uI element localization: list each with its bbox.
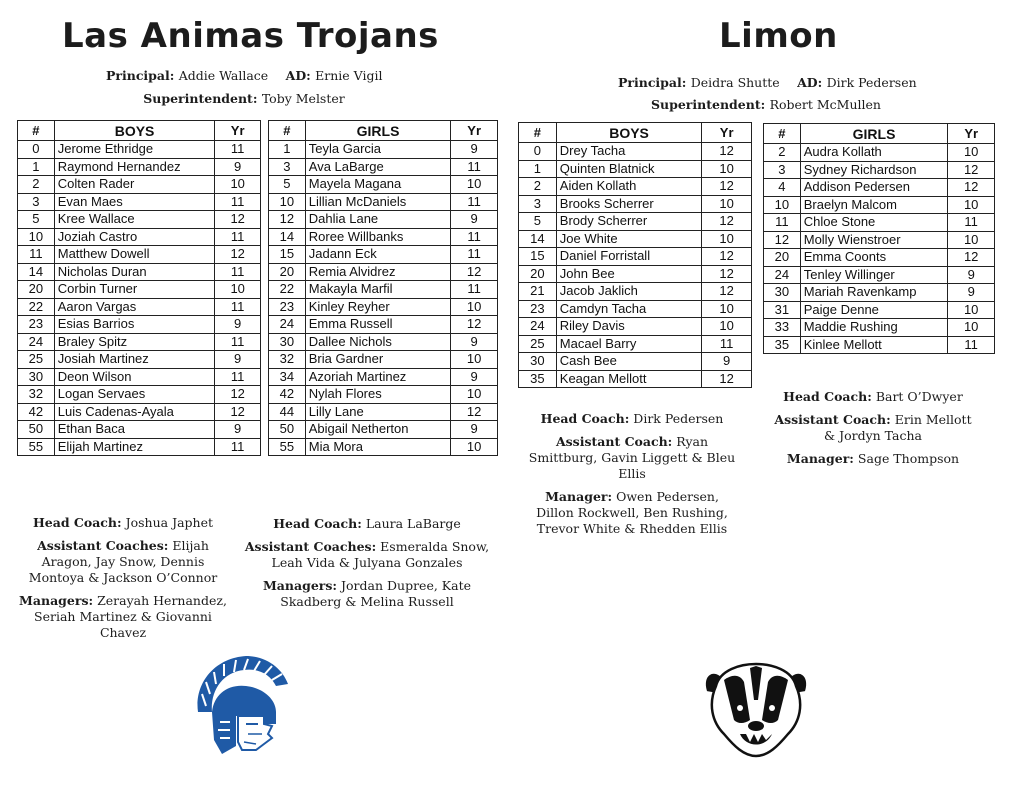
jersey-number: 31 <box>764 301 801 319</box>
jersey-number: 20 <box>269 263 306 281</box>
player-year: 9 <box>948 284 995 302</box>
table-row <box>764 214 995 232</box>
assistant-coaches-line: Assistant Coach: Erin Mellott & Jordyn Tacha <box>774 412 972 443</box>
jersey-number: 14 <box>269 228 306 246</box>
player-year: 11 <box>215 228 261 246</box>
player-year: 11 <box>702 335 752 353</box>
player-name: Kree Wallace <box>54 211 215 229</box>
player-name: Colten Rader <box>54 176 215 194</box>
table-row <box>269 193 498 211</box>
player-name: Joziah Castro <box>54 228 215 246</box>
table-row <box>519 178 752 196</box>
table-row <box>764 336 995 354</box>
player-year: 11 <box>948 214 995 232</box>
table-row <box>269 176 498 194</box>
jersey-number: 42 <box>269 386 306 404</box>
player-name: Makayla Marfil <box>305 281 451 299</box>
player-year: 10 <box>702 230 752 248</box>
jersey-number: 32 <box>18 386 55 404</box>
table-row <box>18 316 261 334</box>
head-coach-line: Head Coach: Laura LaBarge <box>273 516 461 531</box>
las-animas-boys-roster <box>17 120 261 456</box>
player-year: 12 <box>702 370 752 388</box>
table-row <box>18 386 261 404</box>
number-header: # <box>519 123 557 143</box>
number-header: # <box>764 124 801 144</box>
jersey-number: 30 <box>764 284 801 302</box>
player-name: Mia Mora <box>305 438 451 456</box>
player-name: Cash Bee <box>556 353 702 371</box>
table-row <box>519 230 752 248</box>
player-year: 10 <box>451 176 498 194</box>
player-name: Corbin Turner <box>54 281 215 299</box>
player-name: Esias Barrios <box>54 316 215 334</box>
player-name: Ava LaBarge <box>305 158 451 176</box>
player-name: Emma Russell <box>305 316 451 334</box>
jersey-number: 44 <box>269 403 306 421</box>
player-year: 9 <box>215 421 261 439</box>
name-header: BOYS <box>54 121 215 141</box>
player-name: Matthew Dowell <box>54 246 215 264</box>
player-year: 12 <box>702 248 752 266</box>
year-header: Yr <box>215 121 261 141</box>
name-header: GIRLS <box>305 121 451 141</box>
player-year: 11 <box>215 298 261 316</box>
table-row <box>764 284 995 302</box>
name-header: GIRLS <box>800 124 948 144</box>
jersey-number: 33 <box>764 319 801 337</box>
jersey-number: 23 <box>519 300 557 318</box>
player-name: Macael Barry <box>556 335 702 353</box>
player-year: 12 <box>451 403 498 421</box>
table-row <box>18 193 261 211</box>
table-row <box>18 351 261 369</box>
jersey-number: 22 <box>18 298 55 316</box>
player-name: Chloe Stone <box>800 214 948 232</box>
jersey-number: 11 <box>18 246 55 264</box>
head-coach-line: Head Coach: Joshua Japhet <box>32 515 214 530</box>
player-year: 9 <box>702 353 752 371</box>
player-year: 9 <box>451 421 498 439</box>
player-year: 10 <box>451 351 498 369</box>
managers-line: Manager: Owen Pedersen, Dillon Rockwell, Ben Rushing, Trevor White & Rhedden Ellis <box>536 489 728 536</box>
player-name: Elijah Martinez <box>54 438 215 456</box>
player-year: 12 <box>451 316 498 334</box>
assistant-coaches-line: Assistant Coaches: Elijah Aragon, Jay Snow, Dennis Montoya & Jackson O’Connor <box>28 538 218 585</box>
jersey-number: 24 <box>269 316 306 334</box>
table-row <box>519 283 752 301</box>
jersey-number: 5 <box>18 211 55 229</box>
player-name: Paige Denne <box>800 301 948 319</box>
las-animas-girls-roster <box>268 120 498 456</box>
player-name: Dallee Nichols <box>305 333 451 351</box>
las-animas-title: Las Animas Trojans <box>62 16 439 56</box>
player-year: 11 <box>948 336 995 354</box>
player-name: Raymond Hernandez <box>54 158 215 176</box>
player-name: Aaron Vargas <box>54 298 215 316</box>
player-name: Sydney Richardson <box>800 161 948 179</box>
jersey-number: 2 <box>519 178 557 196</box>
jersey-number: 24 <box>519 318 557 336</box>
jersey-number: 5 <box>269 176 306 194</box>
table-row <box>519 248 752 266</box>
jersey-number: 20 <box>764 249 801 267</box>
las-animas-superintendent: Superintendent: Toby Melster <box>143 91 345 106</box>
jersey-number: 14 <box>519 230 557 248</box>
player-year: 12 <box>702 178 752 196</box>
table-row <box>18 403 261 421</box>
player-year: 12 <box>948 161 995 179</box>
player-name: Quinten Blatnick <box>556 160 702 178</box>
table-row <box>764 266 995 284</box>
player-name: Roree Willbanks <box>305 228 451 246</box>
player-year: 12 <box>215 246 261 264</box>
jersey-number: 1 <box>18 158 55 176</box>
player-name: Daniel Forristall <box>556 248 702 266</box>
table-row <box>269 438 498 456</box>
player-name: Brooks Scherrer <box>556 195 702 213</box>
year-header: Yr <box>702 123 752 143</box>
table-row <box>269 281 498 299</box>
table-row <box>764 161 995 179</box>
table-row <box>18 228 261 246</box>
player-year: 11 <box>451 158 498 176</box>
player-name: Nicholas Duran <box>54 263 215 281</box>
table-row <box>269 158 498 176</box>
player-name: Jacob Jaklich <box>556 283 702 301</box>
player-name: Addison Pedersen <box>800 179 948 197</box>
player-year: 11 <box>451 281 498 299</box>
jersey-number: 15 <box>519 248 557 266</box>
player-name: Emma Coonts <box>800 249 948 267</box>
jersey-number: 14 <box>18 263 55 281</box>
player-year: 11 <box>451 246 498 264</box>
player-year: 11 <box>451 228 498 246</box>
limon-girls-staff <box>770 389 976 474</box>
jersey-number: 34 <box>269 368 306 386</box>
player-year: 11 <box>451 193 498 211</box>
managers-line: Managers: Jordan Dupree, Kate Skadberg & Melina Russell <box>262 578 472 609</box>
jersey-number: 1 <box>519 160 557 178</box>
table-row <box>764 249 995 267</box>
table-row <box>519 213 752 231</box>
table-row <box>269 211 498 229</box>
jersey-number: 32 <box>269 351 306 369</box>
jersey-number: 42 <box>18 403 55 421</box>
player-name: Luis Cadenas-Ayala <box>54 403 215 421</box>
player-year: 12 <box>702 143 752 161</box>
player-year: 11 <box>215 438 261 456</box>
table-row <box>269 228 498 246</box>
table-row <box>269 333 498 351</box>
player-name: Aiden Kollath <box>556 178 702 196</box>
jersey-number: 15 <box>269 246 306 264</box>
player-year: 10 <box>948 144 995 162</box>
player-year: 12 <box>702 213 752 231</box>
player-name: Kinley Reyher <box>305 298 451 316</box>
player-name: Keagan Mellott <box>556 370 702 388</box>
player-name: Abigail Netherton <box>305 421 451 439</box>
table-row <box>764 319 995 337</box>
assistant-coaches-line: Assistant Coaches: Esmeralda Snow, Leah Vida & Julyana Gonzales <box>244 539 490 570</box>
limon-girls-roster <box>763 123 995 354</box>
table-row <box>764 301 995 319</box>
jersey-number: 3 <box>269 158 306 176</box>
table-row <box>519 265 752 283</box>
las-animas-girls-staff <box>232 516 502 617</box>
player-year: 10 <box>948 319 995 337</box>
table-row <box>269 351 498 369</box>
player-name: Jerome Ethridge <box>54 141 215 159</box>
table-row <box>18 438 261 456</box>
table-row <box>18 141 261 159</box>
jersey-number: 30 <box>18 368 55 386</box>
player-name: John Bee <box>556 265 702 283</box>
jersey-number: 50 <box>269 421 306 439</box>
jersey-number: 23 <box>269 298 306 316</box>
jersey-number: 2 <box>18 176 55 194</box>
player-year: 12 <box>215 403 261 421</box>
jersey-number: 1 <box>269 141 306 159</box>
player-name: Jadann Eck <box>305 246 451 264</box>
player-name: Audra Kollath <box>800 144 948 162</box>
player-year: 10 <box>215 176 261 194</box>
jersey-number: 55 <box>18 438 55 456</box>
table-row <box>18 298 261 316</box>
table-row <box>519 370 752 388</box>
jersey-number: 10 <box>18 228 55 246</box>
player-year: 10 <box>702 195 752 213</box>
table-row <box>764 144 995 162</box>
player-year: 9 <box>215 316 261 334</box>
las-animas-admin-line: Principal: Addie Wallace AD: Ernie Vigil <box>106 68 383 83</box>
table-row <box>18 333 261 351</box>
jersey-number: 35 <box>764 336 801 354</box>
table-row <box>519 353 752 371</box>
player-year: 11 <box>215 333 261 351</box>
year-header: Yr <box>948 124 995 144</box>
player-year: 11 <box>215 263 261 281</box>
player-year: 10 <box>451 386 498 404</box>
table-row <box>269 298 498 316</box>
player-year: 12 <box>702 265 752 283</box>
managers-line: Managers: Zerayah Hernandez, Seriah Martinez & Giovanni Chavez <box>19 593 227 640</box>
player-year: 10 <box>702 300 752 318</box>
player-year: 10 <box>215 281 261 299</box>
limon-admin-line: Principal: Deidra Shutte AD: Dirk Pedersen <box>618 75 917 90</box>
table-row <box>18 368 261 386</box>
jersey-number: 4 <box>764 179 801 197</box>
jersey-number: 50 <box>18 421 55 439</box>
table-row <box>18 281 261 299</box>
player-year: 10 <box>451 298 498 316</box>
player-name: Brody Scherrer <box>556 213 702 231</box>
player-name: Lilly Lane <box>305 403 451 421</box>
player-year: 12 <box>948 249 995 267</box>
jersey-number: 22 <box>269 281 306 299</box>
player-name: Molly Wienstroer <box>800 231 948 249</box>
table-row <box>18 263 261 281</box>
table-row <box>519 160 752 178</box>
trojan-helmet-icon <box>184 650 292 756</box>
table-row <box>519 335 752 353</box>
table-row <box>18 421 261 439</box>
jersey-number: 25 <box>519 335 557 353</box>
player-name: Tenley Willinger <box>800 266 948 284</box>
player-name: Ethan Baca <box>54 421 215 439</box>
player-name: Mayela Magana <box>305 176 451 194</box>
player-name: Remia Alvidrez <box>305 263 451 281</box>
table-row <box>269 246 498 264</box>
limon-title: Limon <box>719 16 838 56</box>
player-name: Lillian McDaniels <box>305 193 451 211</box>
player-name: Bria Gardner <box>305 351 451 369</box>
badger-head-icon <box>700 660 812 760</box>
player-year: 9 <box>215 351 261 369</box>
jersey-number: 3 <box>519 195 557 213</box>
table-row <box>269 368 498 386</box>
jersey-number: 24 <box>764 266 801 284</box>
player-name: Dahlia Lane <box>305 211 451 229</box>
las-animas-boys-staff <box>16 515 230 648</box>
player-name: Azoriah Martinez <box>305 368 451 386</box>
table-row <box>269 386 498 404</box>
player-name: Maddie Rushing <box>800 319 948 337</box>
head-coach-line: Head Coach: Bart O’Dwyer <box>783 389 963 404</box>
table-row <box>764 179 995 197</box>
jersey-number: 20 <box>519 265 557 283</box>
jersey-number: 23 <box>18 316 55 334</box>
player-year: 9 <box>451 368 498 386</box>
table-row <box>18 158 261 176</box>
number-header: # <box>269 121 306 141</box>
limon-superintendent: Superintendent: Robert McMullen <box>651 97 881 112</box>
number-header: # <box>18 121 55 141</box>
player-year: 11 <box>215 193 261 211</box>
player-year: 9 <box>451 141 498 159</box>
player-name: Josiah Martinez <box>54 351 215 369</box>
jersey-number: 10 <box>269 193 306 211</box>
table-row <box>18 246 261 264</box>
player-name: Braelyn Malcom <box>800 196 948 214</box>
table-row <box>18 176 261 194</box>
jersey-number: 21 <box>519 283 557 301</box>
player-name: Riley Davis <box>556 318 702 336</box>
table-row <box>519 195 752 213</box>
jersey-number: 25 <box>18 351 55 369</box>
jersey-number: 3 <box>764 161 801 179</box>
jersey-number: 30 <box>519 353 557 371</box>
jersey-number: 10 <box>764 196 801 214</box>
jersey-number: 20 <box>18 281 55 299</box>
table-row <box>18 211 261 229</box>
player-name: Deon Wilson <box>54 368 215 386</box>
table-row <box>519 318 752 336</box>
player-year: 11 <box>215 141 261 159</box>
player-year: 12 <box>702 283 752 301</box>
table-row <box>269 403 498 421</box>
table-row <box>269 263 498 281</box>
year-header: Yr <box>451 121 498 141</box>
player-year: 10 <box>451 438 498 456</box>
head-coach-line: Head Coach: Dirk Pedersen <box>540 411 724 426</box>
table-row <box>764 196 995 214</box>
jersey-number: 30 <box>269 333 306 351</box>
table-row <box>269 316 498 334</box>
jersey-number: 11 <box>764 214 801 232</box>
player-year: 10 <box>702 160 752 178</box>
player-name: Nylah Flores <box>305 386 451 404</box>
table-row <box>269 421 498 439</box>
player-name: Mariah Ravenkamp <box>800 284 948 302</box>
limon-boys-roster <box>518 122 752 388</box>
player-year: 10 <box>948 196 995 214</box>
jersey-number: 0 <box>18 141 55 159</box>
jersey-number: 12 <box>269 211 306 229</box>
managers-line: Manager: Sage Thompson <box>786 451 960 466</box>
jersey-number: 35 <box>519 370 557 388</box>
jersey-number: 2 <box>764 144 801 162</box>
player-year: 12 <box>451 263 498 281</box>
player-year: 10 <box>702 318 752 336</box>
player-year: 12 <box>215 211 261 229</box>
jersey-number: 5 <box>519 213 557 231</box>
player-year: 12 <box>948 179 995 197</box>
player-year: 10 <box>948 231 995 249</box>
player-name: Teyla Garcia <box>305 141 451 159</box>
table-row <box>269 141 498 159</box>
player-year: 9 <box>451 211 498 229</box>
player-year: 12 <box>215 386 261 404</box>
player-name: Evan Maes <box>54 193 215 211</box>
table-row <box>519 143 752 161</box>
jersey-number: 12 <box>764 231 801 249</box>
player-year: 9 <box>948 266 995 284</box>
jersey-number: 0 <box>519 143 557 161</box>
player-name: Joe White <box>556 230 702 248</box>
assistant-coaches-line: Assistant Coach: Ryan Smittburg, Gavin Liggett & Bleu Ellis <box>528 434 736 481</box>
player-year: 11 <box>215 368 261 386</box>
player-year: 9 <box>451 333 498 351</box>
player-name: Braley Spitz <box>54 333 215 351</box>
jersey-number: 3 <box>18 193 55 211</box>
table-row <box>764 231 995 249</box>
jersey-number: 55 <box>269 438 306 456</box>
name-header: BOYS <box>556 123 702 143</box>
player-year: 10 <box>948 301 995 319</box>
player-name: Drey Tacha <box>556 143 702 161</box>
player-name: Kinlee Mellott <box>800 336 948 354</box>
player-name: Logan Servaes <box>54 386 215 404</box>
limon-boys-staff <box>526 411 738 544</box>
player-name: Camdyn Tacha <box>556 300 702 318</box>
player-year: 9 <box>215 158 261 176</box>
jersey-number: 24 <box>18 333 55 351</box>
table-row <box>519 300 752 318</box>
